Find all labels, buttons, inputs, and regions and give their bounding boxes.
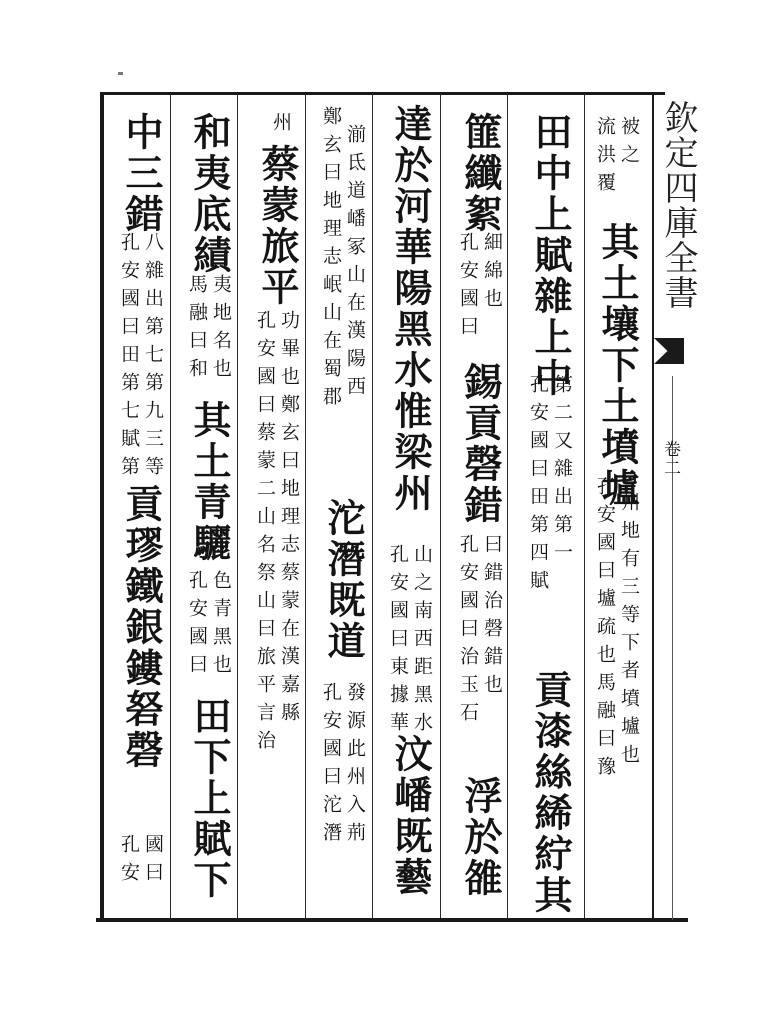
text-column-6 [252,104,304,914]
annotation-text: 州地有三等下者墳壚也 [618,492,640,772]
main-text: 蔡蒙旅平 [255,144,300,308]
annotation-text: 夷地名也 [210,274,232,386]
frame-left-border [100,92,104,920]
annotation-text: 孔安國曰沱潛 [320,682,342,850]
annotation-text: 孔安國曰 [186,570,208,682]
main-text: 浮於雒 [458,776,503,899]
main-text: 汶嶓既藝 [388,734,433,898]
main-text: 達於河華陽黑水惟梁州 [388,104,433,514]
annotation-text: 功畢也鄭玄曰地理志蔡蒙在漢嘉縣 [278,310,300,730]
main-text: 沱潛既道 [321,498,366,662]
main-text: 篚纖絮 [458,112,503,235]
annotation-text: 流洪覆 [594,116,616,200]
main-text: 中三錯 [119,112,164,235]
main-text: 田中上賦雜上中 [528,112,573,399]
text-column-3 [455,104,507,914]
fish-tail-mark-icon [654,338,684,364]
text-column-8 [116,104,168,914]
block-heart-gutter [654,92,698,920]
annotation-text: 孔安國曰東據華 [387,544,409,740]
column-rule [305,94,306,918]
frame-top-border [100,92,665,95]
annotation-text: 馬融曰和 [186,274,208,386]
annotation-text: 被之 [618,116,640,172]
annotation-text: 孔安國曰 [457,232,479,344]
annotation-text: 鄭玄曰地理志岷山在蜀郡 [320,106,342,414]
main-text: 錫貢磬錯 [458,362,503,526]
paper-speck [118,72,123,75]
annotation-text: 孔安國曰田第七賦第 [118,232,140,484]
annotation-text: 孔安國曰蔡蒙二山名祭山曰旅平言治 [254,310,276,758]
column-rule [507,94,508,918]
text-column-4 [385,104,437,914]
annotation-text: 孔安國曰田第四賦 [527,374,549,598]
main-text: 其土青驪 [187,400,232,564]
text-column-2 [525,104,577,914]
column-rule [237,94,238,918]
annotation-text: 第二又雜出第一 [551,374,573,570]
main-text: 其土壤下土墳壚 [595,222,640,509]
annotation-text: 發源此州入荊 [344,682,366,850]
text-column-7 [184,104,236,914]
annotation-text: 孔安 [118,834,140,890]
main-text: 和夷底績 [187,112,232,276]
annotation-text: 山之南西距黑水 [411,544,433,740]
annotation-text: 八雜出第七第九三等 [142,232,164,484]
annotation-text: 國曰 [142,834,164,890]
annotation-text: 色青黑也 [210,570,232,682]
column-rule [440,94,441,918]
annotation-text: 孔安國曰治玉石 [457,534,479,730]
column-rule [170,94,171,918]
main-text: 田下上賦下 [187,696,232,901]
volume-label: 卷二 [660,440,680,478]
annotation-text: 細綿也 [481,232,503,316]
text-column-1 [592,104,644,914]
annotation-text: 孔安國曰壚疏也馬融曰豫 [594,476,616,784]
main-text: 貢璆鐵銀鏤砮磬 [119,484,164,771]
annotation-text: 州 [270,112,292,140]
book-title: 欽定四庫全書 [658,100,698,310]
text-column-5 [318,104,370,914]
frame-bottom-border [96,918,688,922]
annotation-text: 曰錯治磬錯也 [481,534,503,702]
column-rule [372,94,373,918]
annotation-text: 湔氐道嶓冢山在漢陽西 [344,124,366,404]
main-text: 貢漆絲絺紵其 [528,670,573,916]
column-rule [584,94,585,918]
